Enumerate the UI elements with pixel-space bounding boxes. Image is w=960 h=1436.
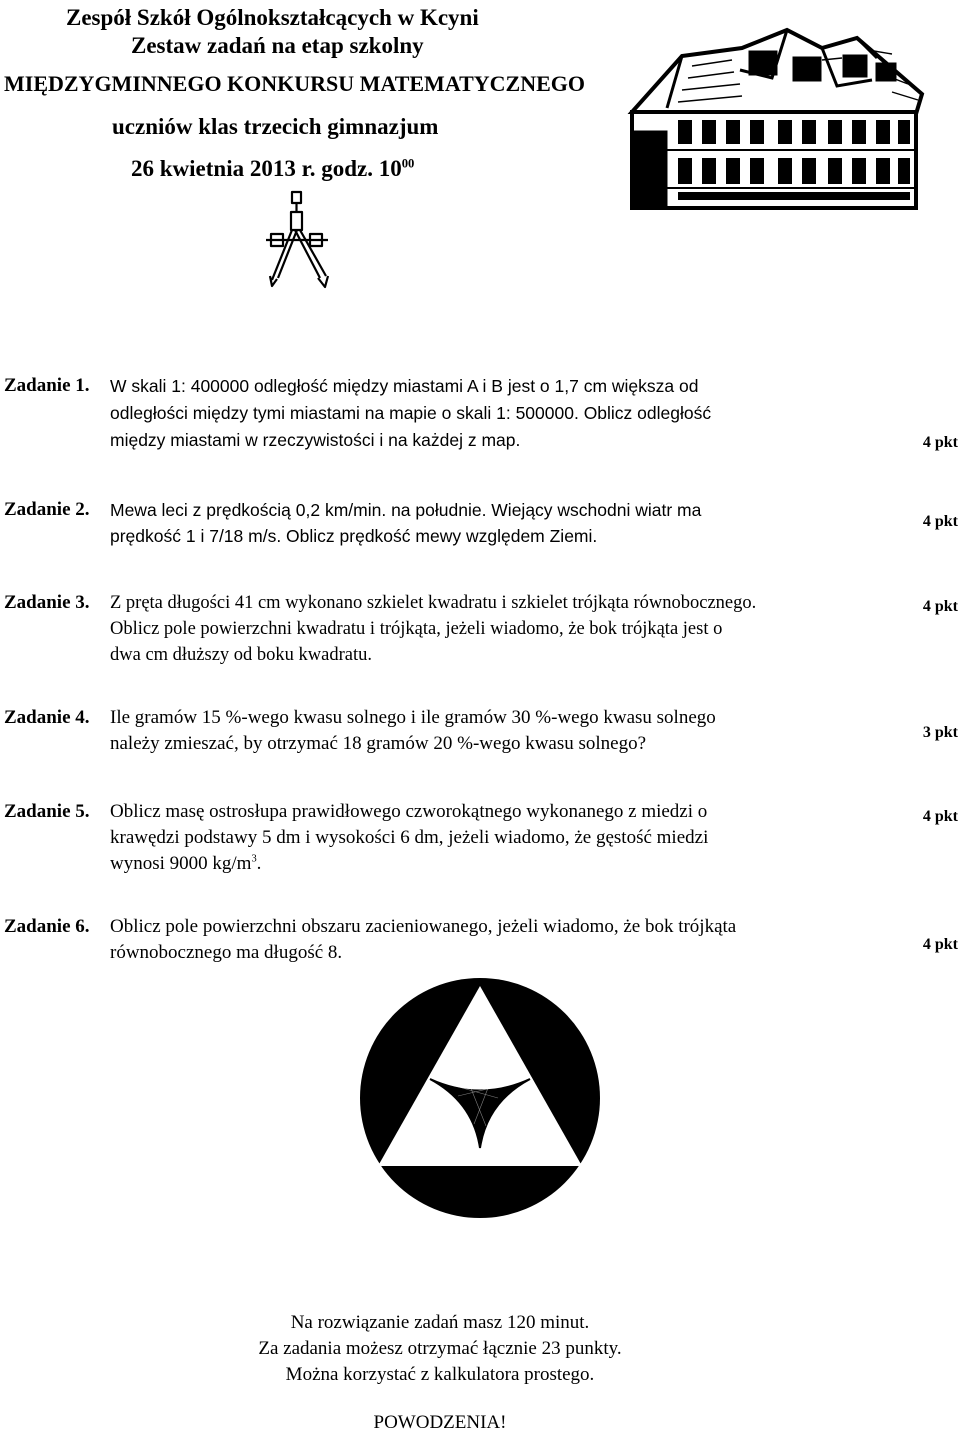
task-line: prędkość 1 i 7/18 m/s. Oblicz prędkość mewy względem Ziemi.: [110, 526, 598, 546]
triangle-in-circle-figure: [358, 976, 602, 1220]
participants-line: uczniów klas trzecich gimnazjum: [112, 114, 439, 139]
task-line: krawędzi podstawy 5 dm i wysokości 6 dm, jeżeli wiadomo, że gęstość miedzi: [110, 827, 709, 848]
time-minutes: 00: [401, 156, 415, 171]
task-4: [4, 705, 904, 759]
task-text: [110, 373, 711, 454]
task-line: należy zmieszać, by otrzymać 18 gramów 20 %-wego kwasu solnego?: [110, 733, 647, 754]
date-time-text: 26 kwietnia 2013 r. godz. 10: [131, 156, 402, 181]
task-line: między miastami w rzeczywistości i na każdej z map.: [110, 430, 521, 450]
task-points: 4 pkt: [922, 808, 958, 825]
task-points: 4 pkt: [922, 513, 958, 530]
task-line: wynosi 9000 kg/m: [110, 853, 252, 874]
competition-name: MIĘDZYGMINNEGO KONKURSU MATEMATYCZNEGO: [4, 71, 585, 96]
task-line: W skali 1: 400000 odległość między miastami A i B jest o 1,7 cm większa od: [110, 376, 699, 396]
school-name: Zespół Szkół Ogólnokształcących w Kcyni: [66, 5, 479, 30]
task-line: Mewa leci z prędkością 0,2 km/min. na południe. Wiejący wschodni wiatr ma: [110, 500, 702, 520]
task-line: Z pręta długości 41 cm wykonano szkielet kwadratu i szkielet trójkąta równobocznego.: [110, 593, 757, 613]
document-subtitle: Zestaw zadań na etap szkolny: [131, 33, 424, 58]
task-points: 3 pkt: [922, 724, 958, 741]
footer-max-points: Za zadania możesz otrzymać łącznie 23 punkty.: [258, 1338, 622, 1359]
task-text: [110, 590, 756, 668]
task-line: Oblicz masę ostrosłupa prawidłowego czworokątnego wykonanego z miedzi o: [110, 801, 708, 822]
task-label: Zadanie 3.: [4, 592, 90, 613]
task-label: Zadanie 5.: [4, 801, 90, 822]
task-line-last: [110, 851, 708, 877]
school-building-drawing: [622, 8, 934, 212]
task-line: Oblicz pole powierzchni kwadratu i trójkąta, jeżeli wiadomo, że bok trójkąta jest o: [110, 619, 723, 639]
task-label: Zadanie 4.: [4, 707, 90, 728]
footer-closing: POWODZENIA!: [373, 1412, 507, 1433]
task-2: [4, 497, 944, 551]
task-text: [110, 705, 716, 757]
task-3: [4, 590, 904, 670]
task-line-tail: .: [256, 853, 262, 874]
date-time-line: [131, 157, 414, 180]
task-line: równobocznego ma długość 8.: [110, 942, 343, 963]
task-line: Ile gramów 15 %-wego kwasu solnego i ile gramów 30 %-wego kwasu solnego: [110, 707, 716, 728]
task-label: Zadanie 2.: [4, 499, 90, 520]
task-text: [110, 497, 701, 549]
task-points: 4 pkt: [922, 434, 958, 451]
task-label: Zadanie 6.: [4, 916, 90, 937]
task-points: 4 pkt: [922, 598, 958, 615]
exponent: 3: [251, 853, 257, 865]
task-1: [4, 373, 944, 453]
task-text: [110, 799, 708, 877]
compass-icon: [262, 190, 334, 290]
task-line: Oblicz pole powierzchni obszaru zacieniowanego, jeżeli wiadomo, że bok trójkąta: [110, 916, 737, 937]
task-6: [4, 914, 904, 968]
task-points: 4 pkt: [922, 936, 958, 953]
task-line: dwa cm dłuższy od boku kwadratu.: [110, 645, 373, 665]
task-label: Zadanie 1.: [4, 375, 90, 396]
task-5: [4, 799, 904, 879]
footer-calculator-note: Można korzystać z kalkulatora prostego.: [285, 1364, 595, 1385]
task-text: [110, 914, 736, 966]
task-line: odległości między tymi miastami na mapie o skali 1: 500000. Oblicz odległość: [110, 403, 712, 423]
footer-time-limit: Na rozwiązanie zadań masz 120 minut.: [290, 1312, 590, 1333]
